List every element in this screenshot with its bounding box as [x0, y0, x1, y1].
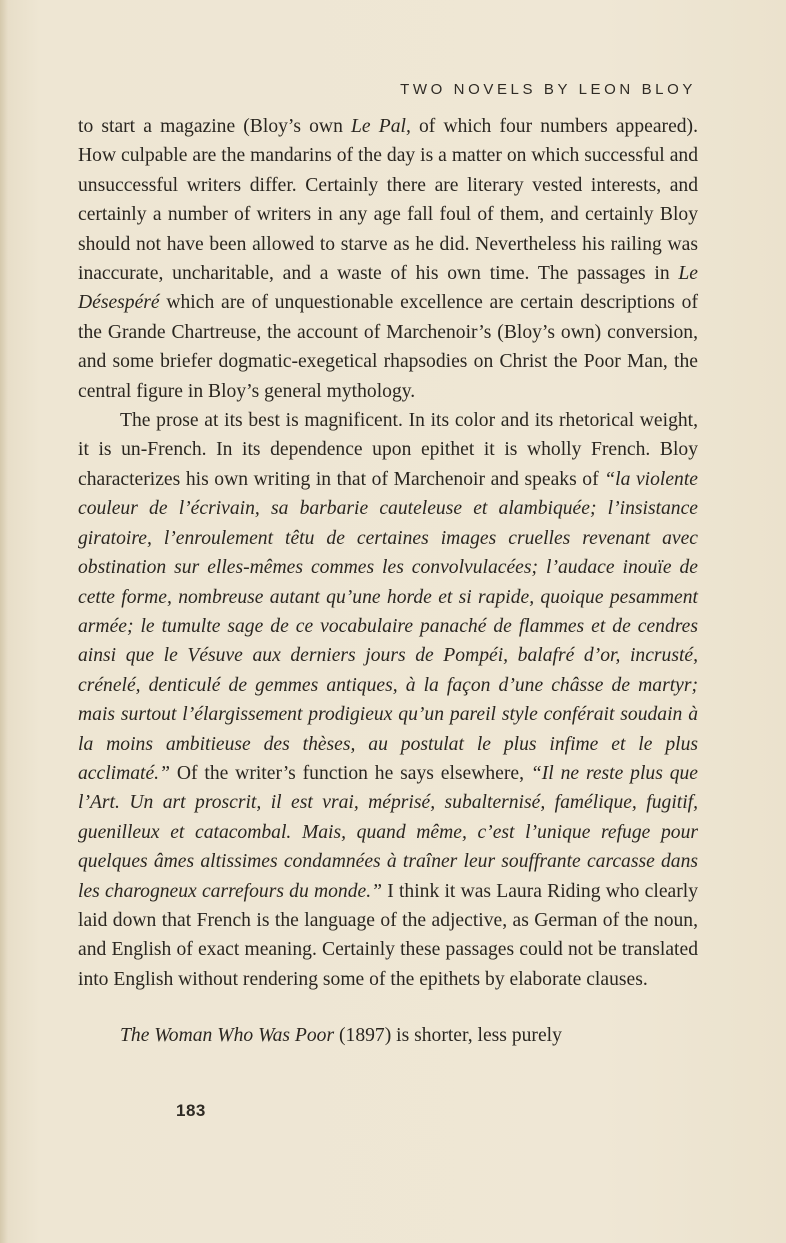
text-run: to start a magazine (Bloy’s own	[78, 116, 351, 137]
italic-title: Le Désespéré	[78, 263, 698, 314]
text-run: The prose at its best is magnificent. In its color and its rhetorical weight, it is un-French. In its dependence upon epithet it is wholly French. Bloy characterizes his own writing in that of Marchenoir and speaks of	[78, 410, 698, 490]
text-run: Of the writer’s function he says elsewhere,	[169, 762, 531, 784]
body-text	[78, 112, 698, 1051]
text-run: I think it was Laura Riding who clearly laid down that French is the language of the adjective, as German of the noun, and English of exact meaning. Certainly these passages could not be translated into English without rendering some of the epithets by elaborate clauses.	[78, 880, 698, 990]
paragraph-1	[78, 112, 698, 406]
text-run: which are of unquestionable excellence are certain descriptions of the Grande Chartreuse, the account of Marchenoir’s (Bloy’s own) conversion, and some briefer dogmatic-exegetical rhapsodies on Christ the Poor Man, the central figure in Bloy’s general mythology.	[78, 292, 698, 402]
paragraph-3	[78, 1021, 698, 1050]
french-quotation: “la violente couleur de l’écrivain, sa barbarie cauteleuse et alambiquée; l’insistance giratoire, l’enroulement têtu de certaines images cruelles revenant avec obstination sur elles-mêmes commes les convolvulacées; l’audace inouïe de cette forme, nombreuse autant qu’une horde et si rapide, quoique pesamment armée; le tumulte sage de ce vocabulaire panaché de flammes et de cendres ainsi que le Vésuve aux derniers jours de Pompéi, balafré d’or, incrusté, crénelé, denticulé de gemmes antiques, à la façon d’une châsse de martyr; mais surtout l’élargissement prodigieux qu’un pareil style conférait soudain à la moins ambitieuse des thèses, au postulat le plus infime et le plus acclimaté.”	[78, 468, 698, 784]
page-gutter-shadow	[0, 0, 8, 1243]
italic-title: Le Pal,	[351, 116, 411, 137]
paragraph-2	[78, 406, 698, 994]
text-run: of which four numbers appeared). How culpable are the mandarins of the day is a matter on which successful and unsuccessful writers differ. Certainly there are literary vested interests, and certainly a number of writers in any age fall foul of them, and certainly Bloy should not have been allowed to starve as he did. Nevertheless his railing was inaccurate, uncharitable, and a waste of his own time. The passages in	[78, 116, 698, 285]
french-quotation: “Il ne reste plus que l’Art. Un art proscrit, il est vrai, méprisé, subalternisé, famélique, fugitif, guenilleux et catacombal. Mais, quand même, c’est l’unique refuge pour quelques âmes altissimes condamnées à traîner leur souffrante carcasse dans les charogneux carrefours du monde.”	[78, 762, 698, 902]
running-head: TWO NOVELS BY LEON BLOY	[400, 81, 696, 98]
text-run: (1897) is shorter, less purely	[334, 1025, 562, 1047]
italic-title: The Woman Who Was Poor	[120, 1025, 335, 1047]
page-number: 183	[176, 1101, 206, 1120]
